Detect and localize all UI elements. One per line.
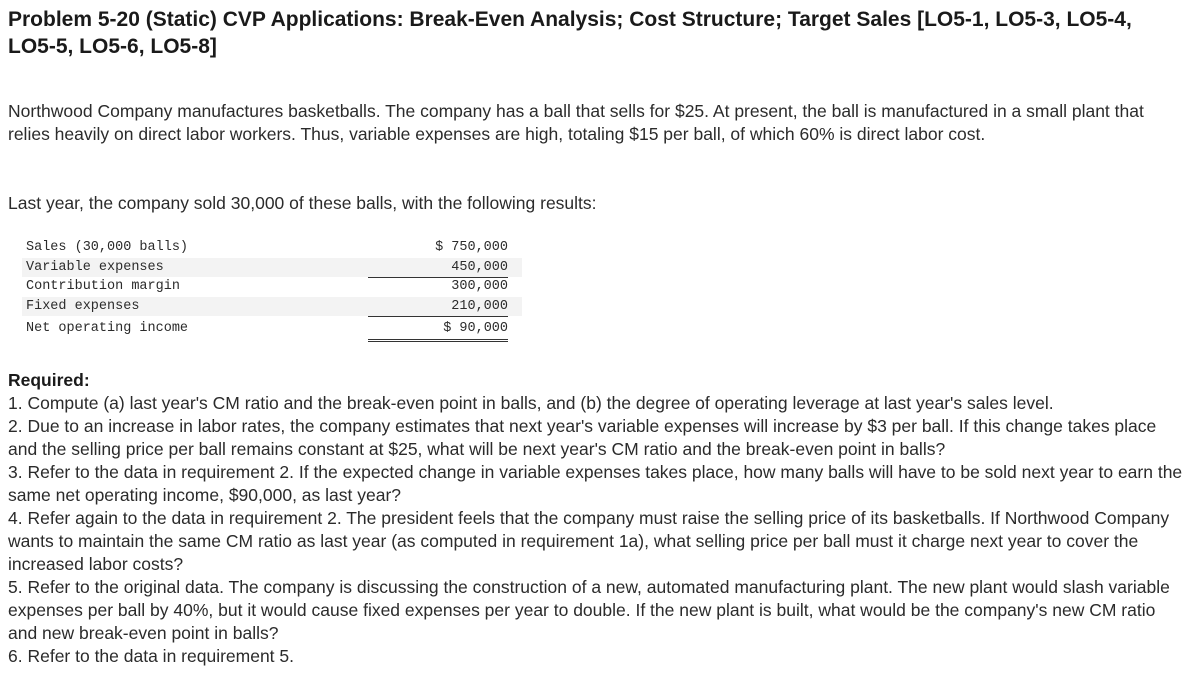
variable-expenses-row <box>22 258 522 278</box>
sales-label: Sales (30,000 balls) <box>26 240 189 255</box>
requirement-6: 6. Refer to the data in requirement 5. <box>8 646 294 666</box>
contribution-margin-amount: 300,000 <box>451 279 508 294</box>
variable-expenses-label: Variable expenses <box>26 259 164 275</box>
intro-paragraph: Northwood Company manufactures basketballs. The company has a ball that sells for $25. At present, the ball is manufactured in a small plant that relies heavily on direct labor workers. Thus, variable expenses are high, totaling $15 per ball, of which 60% is direct labor cost. <box>8 101 1144 144</box>
required-section <box>8 369 1184 668</box>
requirement-3: 3. Refer to the data in requirement 2. If the expected change in variable expenses takes place, how many balls will have to be sold next year to earn the same net operating income, $90,000, as last year? <box>8 462 1183 505</box>
fixed-expenses-row <box>22 297 522 317</box>
sales-amount: $ 750,000 <box>435 240 508 255</box>
required-heading: Required: <box>8 370 90 390</box>
net-operating-income-label: Net operating income <box>26 321 189 336</box>
requirement-5: 5. Refer to the original data. The company is discussing the construction of a new, automated manufacturing plant. The new plant would slash variable expenses per ball by 40%, but it would cause fixed expenses per year to double. If the new plant is built, what would be the company's new CM ratio and new break-even point in balls? <box>8 577 1170 643</box>
net-operating-income-amount: $ 90,000 <box>368 316 508 342</box>
requirement-1: 1. Compute (a) last year's CM ratio and the break-even point in balls, and (b) the degree of operating leverage at last year's sales level. <box>8 393 1054 413</box>
contribution-margin-row <box>22 277 522 297</box>
sales-row <box>22 238 522 258</box>
last-year-paragraph: Last year, the company sold 30,000 of these balls, with the following results: <box>8 193 597 213</box>
requirement-2: 2. Due to an increase in labor rates, the company estimates that next year's variable expenses will increase by $3 per ball. If this change takes place and the selling price per ball remains constant at $25, what will be next year's CM ratio and the break-even point in balls? <box>8 416 1157 459</box>
net-operating-income-row <box>22 316 522 340</box>
fixed-expenses-amount: 210,000 <box>368 297 508 317</box>
requirement-4: 4. Refer again to the data in requirement 2. The president feels that the company must raise the selling price of its basketballs. If Northwood Company wants to maintain the same CM ratio as last year (as computed in requirement 1a), what selling price per ball must it charge next year to cover the increased labor costs? <box>8 508 1170 574</box>
income-statement <box>22 238 522 340</box>
fixed-expenses-label: Fixed expenses <box>26 298 140 314</box>
problem-title: Problem 5-20 (Static) CVP Applications: Break-Even Analysis; Cost Structure; Target Sales [LO5-1, LO5-3, LO5-4, LO5-5, LO5-6, LO5-8] <box>8 8 1132 58</box>
variable-expenses-amount: 450,000 <box>368 258 508 278</box>
contribution-margin-label: Contribution margin <box>26 279 180 294</box>
